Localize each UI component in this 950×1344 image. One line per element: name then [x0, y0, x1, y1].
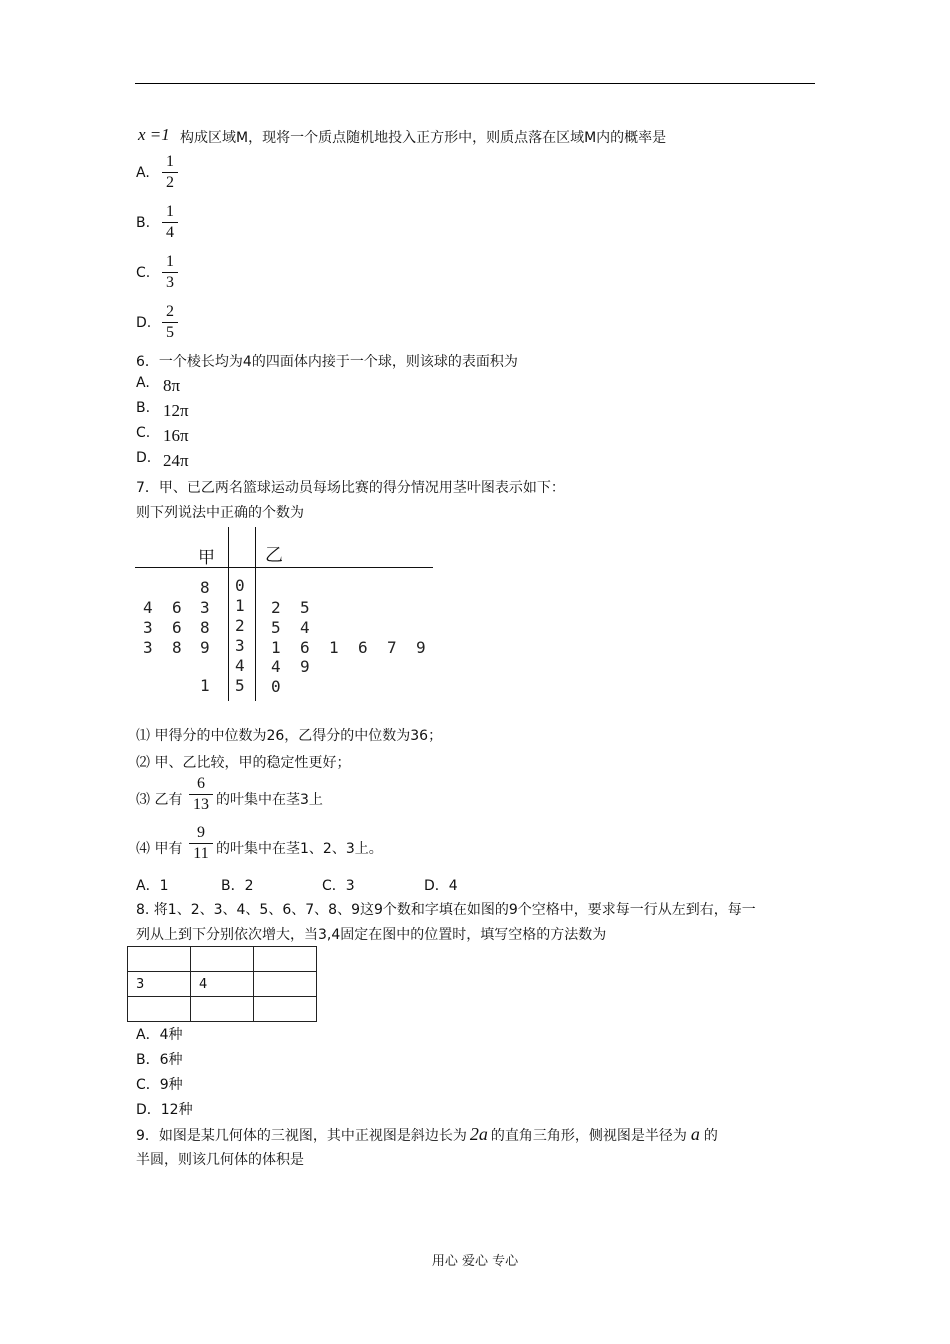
- right-leaf: 7: [387, 638, 397, 657]
- left-leaf: 6: [172, 618, 182, 637]
- fraction-numerator: 1: [166, 153, 174, 170]
- fraction-denominator: 11: [193, 845, 209, 862]
- stem-value: 2: [235, 616, 245, 635]
- left-leaf: 8: [200, 618, 210, 637]
- stem-leaf-header-left: 甲: [198, 548, 215, 568]
- fraction-numerator: 1: [166, 203, 174, 220]
- q5-option-c-fraction: [162, 253, 178, 292]
- fraction-numerator: 9: [197, 824, 205, 841]
- left-leaf: 8: [172, 638, 182, 657]
- fraction-denominator: 5: [166, 324, 174, 341]
- fraction-numerator: 2: [166, 303, 174, 320]
- right-leaf: 6: [300, 638, 310, 657]
- grid-cell: [191, 947, 254, 972]
- fraction-numerator: 6: [197, 775, 205, 792]
- q7-statement-4-pre: ⑷ 甲有: [136, 841, 183, 857]
- grid-row: [128, 997, 317, 1022]
- fraction-numerator: 1: [166, 253, 174, 270]
- q9-text-mid: 的直角三角形，侧视图是半径为: [490, 1128, 687, 1144]
- q7-option-c: C．3: [322, 878, 355, 894]
- q6-option-c-label: C.: [136, 425, 151, 441]
- grid-cell: [128, 947, 191, 972]
- q9-text-pre: 9．如图是某几何体的三视图，其中正视图是斜边长为: [136, 1128, 467, 1144]
- right-leaf: 2: [271, 598, 281, 617]
- left-leaf: 8: [200, 578, 210, 597]
- q6-text: 6．一个棱长均为4的四面体内接于一个球，则该球的表面积为: [136, 354, 518, 370]
- right-leaf: 9: [416, 638, 426, 657]
- q8-number-grid: [127, 946, 317, 1022]
- q9-math-a: a: [690, 1124, 700, 1144]
- q9-text-post: 的: [703, 1128, 718, 1144]
- header-rule: [135, 83, 815, 84]
- stem-leaf-header-line: [135, 567, 433, 568]
- right-leaf: 5: [300, 598, 310, 617]
- grid-row: [128, 972, 317, 997]
- q5-option-c-label: C.: [136, 265, 151, 281]
- q7-text2: 则下列说法中正确的个数为: [136, 505, 304, 521]
- grid-cell: [128, 997, 191, 1022]
- q5-option-b-label: B.: [136, 215, 151, 231]
- grid-cell: 4: [191, 972, 254, 997]
- left-leaf: 9: [200, 638, 210, 657]
- q5-option-d-label: D.: [136, 315, 152, 331]
- right-leaf: 4: [300, 618, 310, 637]
- q9-text-line1: [136, 1124, 718, 1145]
- q7-option-d: D．4: [424, 878, 458, 894]
- q8-option-d: D．12种: [136, 1102, 193, 1118]
- page-footer: 用心 爱心 专心: [431, 1254, 519, 1269]
- fraction-denominator: 13: [193, 796, 209, 813]
- right-leaf: 5: [271, 618, 281, 637]
- q6-option-a-value: 8π: [163, 376, 181, 395]
- q7-text: 7．甲、已乙两名篮球运动员每场比赛的得分情况用茎叶图表示如下：: [136, 480, 565, 496]
- q8-text-line2: 列从上到下分别依次增大，当3,4固定在图中的位置时，填写空格的方法数为: [136, 927, 607, 943]
- q7-statement-4-post: 的叶集中在茎1、2、3上。: [216, 841, 383, 857]
- stem-value: 5: [235, 676, 245, 695]
- q7-statement-1: ⑴ 甲得分的中位数为26，乙得分的中位数为36；: [136, 728, 443, 744]
- left-leaf: 6: [172, 598, 182, 617]
- q6-option-b-value: 12π: [163, 401, 189, 420]
- right-leaf: 9: [300, 657, 310, 676]
- q5-option-a-label: A.: [136, 165, 150, 181]
- left-leaf: 4: [143, 598, 153, 617]
- stem-value: 0: [235, 576, 245, 595]
- grid-cell: 3: [128, 972, 191, 997]
- left-leaf: 1: [200, 676, 210, 695]
- fraction-denominator: 4: [166, 224, 174, 241]
- q7-statement-3-post: 的叶集中在茎3上: [216, 792, 323, 808]
- q5-lead-math: x =1: [138, 125, 170, 144]
- q5-text: 构成区域M，现将一个质点随机地投入正方形中，则质点落在区域M内的概率是: [180, 130, 667, 146]
- q6-option-c-value: 16π: [163, 426, 189, 445]
- q6-option-d-label: D.: [136, 450, 152, 466]
- q5-option-b-fraction: [162, 203, 178, 242]
- q6-option-b-label: B.: [136, 400, 151, 416]
- q5-option-a-fraction: [162, 153, 178, 192]
- grid-cell: [254, 947, 317, 972]
- right-leaf: 0: [271, 677, 281, 696]
- right-leaf: 1: [329, 638, 339, 657]
- stem-value: 3: [235, 636, 245, 655]
- grid-row: [128, 947, 317, 972]
- stem-divider-left: [228, 527, 229, 701]
- q7-option-b: B．2: [221, 878, 254, 894]
- q5-option-d-fraction: [162, 303, 178, 342]
- left-leaf: 3: [143, 638, 153, 657]
- fraction-denominator: 3: [166, 274, 174, 291]
- stem-leaf-header-right: 乙: [265, 545, 283, 566]
- stem-value: 4: [235, 656, 245, 675]
- q6-option-a-label: A.: [136, 375, 150, 391]
- right-leaf: 6: [358, 638, 368, 657]
- grid-cell: [254, 997, 317, 1022]
- q6-option-d-value: 24π: [163, 451, 189, 470]
- q7-statement-4-fraction: [189, 824, 213, 863]
- stem-divider-right: [255, 527, 256, 701]
- q8-text-line1: 8. 将1、2、3、4、5、6、7、8、9这9个数和字填在如图的9个空格中，要求每一行从左到右，每一: [136, 902, 756, 918]
- grid-cell: [191, 997, 254, 1022]
- q9-text-line2: 半圆，则该几何体的体积是: [136, 1152, 304, 1168]
- stem-value: 1: [235, 596, 245, 615]
- q8-option-a: A．4种: [136, 1027, 183, 1043]
- q7-statement-3-fraction: [189, 775, 213, 814]
- left-leaf: 3: [200, 598, 210, 617]
- right-leaf: 1: [271, 638, 281, 657]
- q9-math-2a: 2a: [469, 1124, 488, 1144]
- fraction-denominator: 2: [166, 174, 174, 191]
- left-leaf: 3: [143, 618, 153, 637]
- q7-statement-3-pre: ⑶ 乙有: [136, 792, 183, 808]
- q7-statement-2: ⑵ 甲、乙比较，甲的稳定性更好；: [136, 755, 351, 771]
- grid-cell: [254, 972, 317, 997]
- q8-option-b: B．6种: [136, 1052, 183, 1068]
- right-leaf: 4: [271, 657, 281, 676]
- q7-option-a: A．1: [136, 878, 169, 894]
- q8-option-c: C．9种: [136, 1077, 183, 1093]
